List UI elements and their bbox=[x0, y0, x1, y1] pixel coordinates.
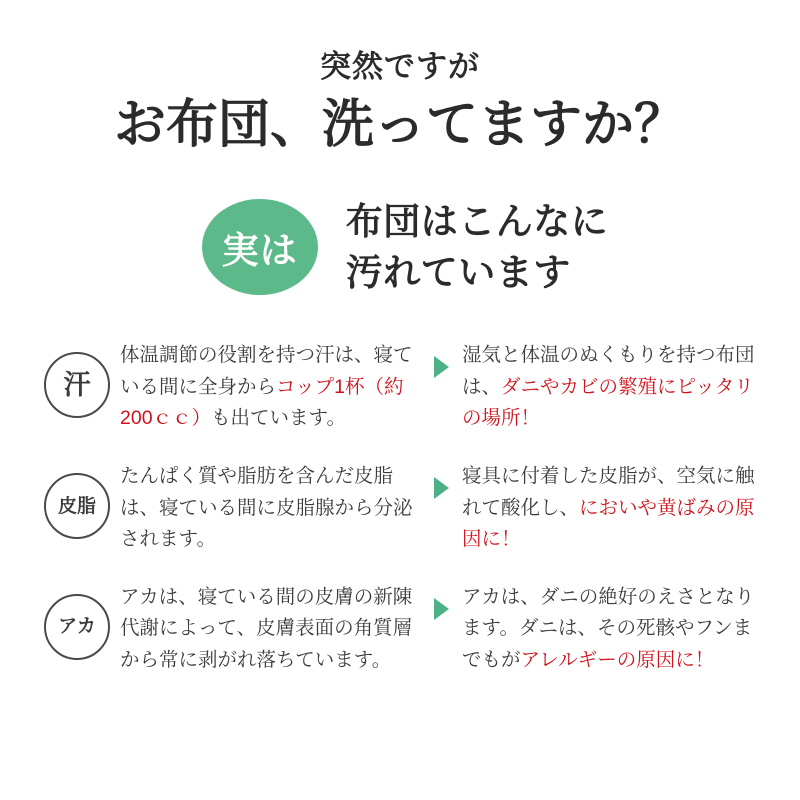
row-left-part2: も出ています。 bbox=[211, 407, 346, 430]
row-right-part1: アカは、ダニの絶好のえさとなります。ダニは、その死骸やフンまでもが bbox=[462, 585, 755, 671]
row-icon-cell bbox=[34, 455, 120, 539]
row-right-text bbox=[462, 334, 766, 435]
row-left-part1: たんぱく質や脂肪を含んだ皮脂は、寝ている間に皮脂腺から分泌されます。 bbox=[120, 465, 413, 551]
headline-small: 突然ですが bbox=[320, 49, 480, 84]
fact-row bbox=[34, 576, 766, 677]
row-left-highlight: コップ1杯（約200ｃｃ） bbox=[120, 375, 404, 430]
arrow-cell bbox=[420, 455, 462, 499]
row-left-text bbox=[120, 576, 420, 677]
fact-row bbox=[34, 455, 766, 556]
row-right-part1: 寝具に付着した皮脂が、空気に触れて酸化し、 bbox=[462, 465, 755, 519]
row-icon-cell bbox=[34, 334, 120, 418]
circle-icon-aka: アカ bbox=[44, 594, 110, 660]
subheading-text bbox=[346, 196, 609, 298]
row-left-part1: アカは、寝ている間の皮膚の新陳代謝によって、皮膚表面の角質層から常に剥がれ落ちています。 bbox=[120, 585, 413, 671]
fact-row bbox=[34, 334, 766, 435]
fact-rows bbox=[0, 334, 800, 676]
row-left-text bbox=[120, 455, 420, 556]
row-right-highlight: アレルギーの原因に！ bbox=[520, 648, 715, 671]
row-right-text bbox=[462, 576, 766, 677]
row-left-part1: 体温調節の役割を持つ汗は、寝ている間に全身から bbox=[120, 344, 413, 398]
jitsuwa-badge: 実は bbox=[202, 199, 318, 295]
circle-icon-hishi: 皮脂 bbox=[44, 473, 110, 539]
arrow-right-icon bbox=[434, 598, 449, 620]
subheading-line-1: 布団はこんなに bbox=[345, 201, 609, 243]
circle-icon-ase: 汗 bbox=[44, 352, 110, 418]
headline-block bbox=[0, 0, 800, 158]
arrow-cell bbox=[420, 334, 462, 378]
row-right-highlight: ダニやカビの繁殖にピッタリの場所！ bbox=[462, 375, 754, 430]
arrow-right-icon bbox=[434, 356, 449, 378]
arrow-right-icon bbox=[434, 477, 449, 499]
headline-main: お布団、洗ってますか？ bbox=[113, 96, 686, 155]
row-right-highlight: においや黄ばみの原因に！ bbox=[462, 496, 755, 551]
row-right-text bbox=[462, 455, 766, 556]
row-left-text bbox=[120, 334, 420, 435]
subheading-line-2: 汚れています bbox=[345, 252, 571, 294]
row-icon-cell bbox=[34, 576, 120, 660]
row-right-part1: 湿気と体温のぬくもりを持つ布団は、 bbox=[462, 344, 755, 398]
subheading-block bbox=[0, 196, 800, 298]
arrow-cell bbox=[420, 576, 462, 620]
